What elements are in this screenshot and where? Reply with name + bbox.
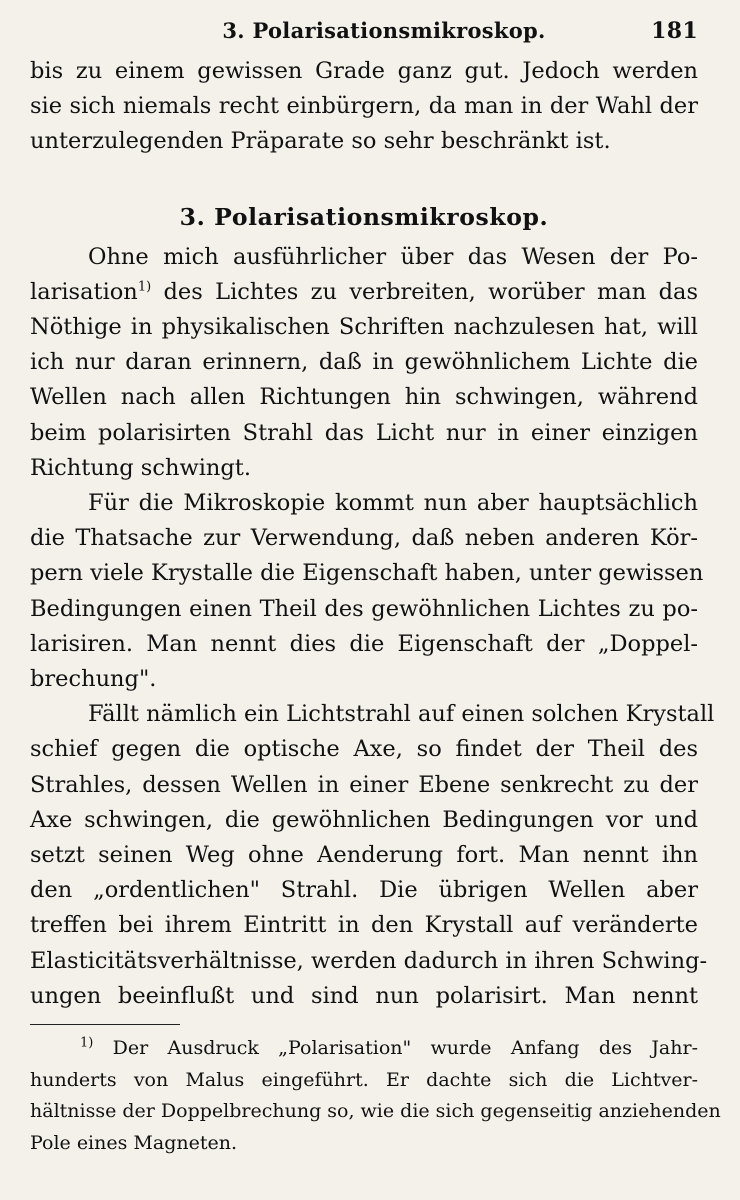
intro-paragraph xyxy=(30,54,698,160)
section-heading: 3. Polarisationsmikroskop. xyxy=(179,202,549,231)
footnote-line: Pole eines Magneten. xyxy=(30,1131,237,1154)
text-line: ungen beeinflußt und sind nun polarisirt. Man nennt xyxy=(30,982,698,1009)
text-line: larisiren. Man nennt dies die Eigenschaft der „Doppel- xyxy=(30,630,698,657)
text-line: Strahles, dessen Wellen in einer Ebene senkrecht zu der xyxy=(30,771,698,798)
paragraph-polarisation xyxy=(30,240,698,486)
page-number: 181 xyxy=(651,18,698,44)
paragraph-mikroskopie xyxy=(30,486,704,697)
text-line: brechung". xyxy=(30,666,157,693)
text-line: bis zu einem gewissen Grade ganz gut. Jedoch werden xyxy=(30,58,698,84)
text-line: ich nur daran erinnern, daß in gewöhnlichem Lichte die xyxy=(30,349,698,376)
text-line: die Thatsache zur Verwendung, daß neben anderen Kör- xyxy=(30,525,698,552)
text-line: Fällt nämlich ein Lichtstrahl auf einen solchen Krystall xyxy=(88,701,715,728)
text-line: unterzulegenden Präparate so sehr beschränkt ist. xyxy=(30,128,611,155)
body-text xyxy=(30,54,715,1014)
text-fragment: Der Ausdruck „Polarisation" wurde Anfang des Jahr- xyxy=(93,1037,698,1060)
text-line: beim polarisirten Strahl das Licht nur in einer einzigen xyxy=(30,419,698,446)
text-line: Axe schwingen, die gewöhnlichen Bedingungen vor und xyxy=(30,806,698,833)
text-line: schief gegen die optische Axe, so findet der Theil des xyxy=(30,736,698,763)
footnote-line xyxy=(30,1033,698,1065)
footnote xyxy=(30,1033,721,1159)
footnote-marker: 1) xyxy=(80,1035,94,1051)
text-line: pern viele Krystalle die Eigenschaft haben, unter gewissen xyxy=(30,560,704,587)
footnote-reference: 1) xyxy=(137,279,152,295)
text-line: setzt seinen Weg ohne Aenderung fort. Man nennt ihn xyxy=(30,842,698,869)
text-line: sie sich niemals recht einbürgern, da man in der Wahl der xyxy=(30,93,698,120)
footnote-line: hunderts von Malus eingeführt. Er dachte sich die Lichtver- xyxy=(30,1068,698,1091)
text-line: den „ordentlichen" Strahl. Die übrigen Wellen aber xyxy=(30,877,698,904)
footnote-line: hältnisse der Doppelbrechung so, wie die sich gegenseitig anziehenden xyxy=(30,1100,721,1123)
text-line: Nöthige in physikalischen Schriften nachzulesen hat, will xyxy=(30,314,698,341)
text-fragment: larisation xyxy=(30,278,138,305)
text-line: treffen bei ihrem Eintritt in den Krystall auf veränderte xyxy=(30,912,698,939)
text-line xyxy=(30,275,698,310)
text-line: Wellen nach allen Richtungen hin schwingen, während xyxy=(30,384,698,411)
paragraph-lichtstrahl xyxy=(30,697,715,1014)
text-fragment: des Lichtes zu verbreiten, worüber man das xyxy=(151,278,698,305)
footnote-divider xyxy=(30,1024,180,1025)
text-line: Richtung schwingt. xyxy=(30,454,251,481)
running-head-title: 3. Polarisationsmikroskop. xyxy=(222,18,546,43)
text-line: Elasticitätsverhältnisse, werden dadurch in ihren Schwing- xyxy=(30,947,708,974)
text-line: Ohne mich ausführlicher über das Wesen der Po- xyxy=(88,243,698,270)
text-line: Bedingungen einen Theil des gewöhnlichen Lichtes zu po- xyxy=(30,595,698,622)
text-line: Für die Mikroskopie kommt nun aber hauptsächlich xyxy=(88,490,698,517)
running-head xyxy=(30,18,698,54)
